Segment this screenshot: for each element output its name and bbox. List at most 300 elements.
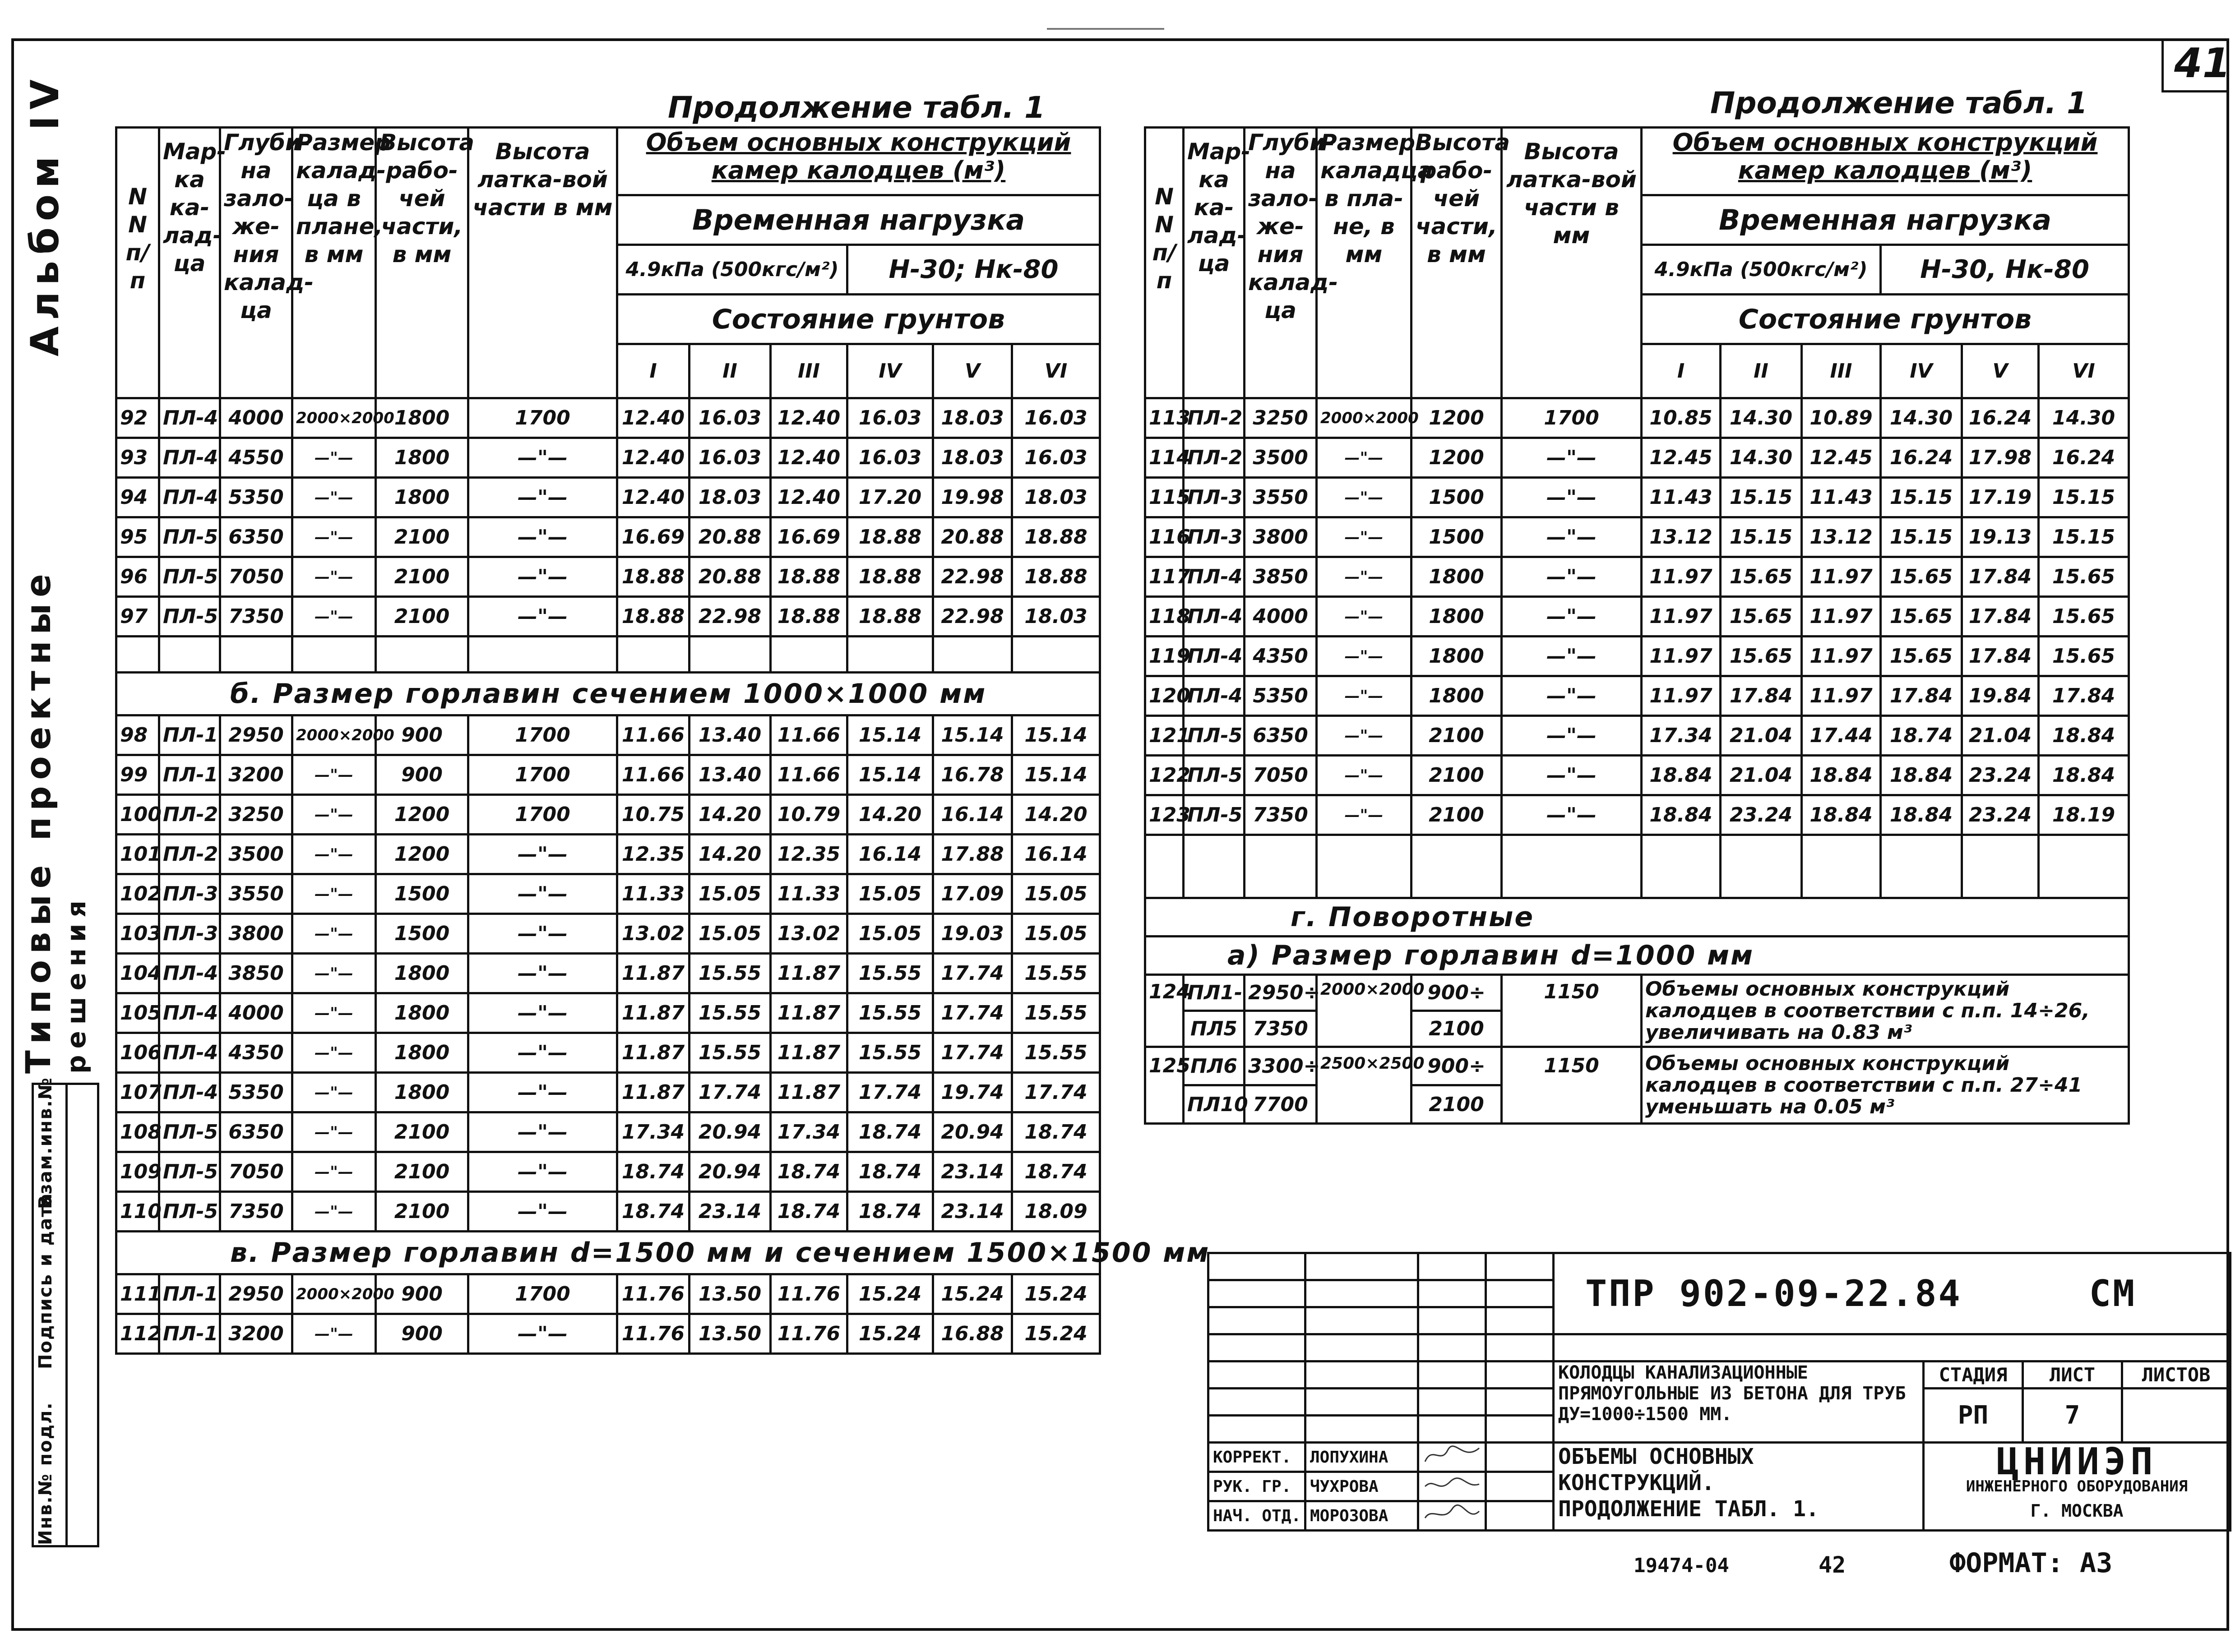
table-cell: ПЛ-2 — [1184, 398, 1245, 438]
table-cell: 3200 — [220, 755, 292, 795]
table-cell: ПЛ-5 — [159, 557, 220, 597]
table-cell: ПЛ-3 — [1184, 517, 1245, 557]
row-124-hatch: 1150 — [1502, 975, 1642, 1047]
table-cell: 2950 — [220, 715, 292, 755]
row-124-work-b: 2100 — [1412, 1011, 1502, 1047]
left-rows-3 — [116, 1274, 1100, 1354]
tb-sign-2 — [1418, 1472, 1486, 1501]
hdr-hatch-height: Высота латка-вой части в мм — [468, 128, 617, 398]
table-cell: 15.15 — [1721, 517, 1802, 557]
table-cell: 5350 — [220, 478, 292, 517]
table-cell: 15.55 — [847, 954, 933, 993]
table-cell: ПЛ-1 — [159, 755, 220, 795]
table-cell: 6350 — [1245, 716, 1317, 756]
table-cell: 1200 — [1412, 398, 1502, 438]
table-cell: —"— — [292, 517, 376, 557]
table-row — [116, 874, 1100, 914]
table-row — [116, 1112, 1100, 1152]
table-cell: 23.14 — [933, 1152, 1012, 1192]
table-cell: 13.02 — [617, 914, 690, 954]
table-cell: 15.15 — [2039, 478, 2129, 517]
table-cell: —"— — [1502, 637, 1642, 676]
table-cell: 15.05 — [847, 914, 933, 954]
section-a-title: а) Размер горлавин d=1000 мм — [1145, 937, 2129, 975]
table-cell: 11.66 — [617, 755, 690, 795]
table-cell: 15.55 — [847, 993, 933, 1033]
table-cell: —"— — [292, 1073, 376, 1112]
row-124-work-a: 900÷ — [1412, 975, 1502, 1011]
table-row — [1145, 557, 2129, 597]
side-stamp-zam: Взам.инв.№ — [35, 1077, 56, 1209]
table-cell: ПЛ-3 — [159, 874, 220, 914]
row-125-num: 125 — [1145, 1047, 1184, 1124]
table-cell: 15.65 — [1881, 637, 1962, 676]
table-cell: 18.74 — [1012, 1112, 1100, 1152]
table-cell: 15.55 — [690, 993, 771, 1033]
table-row — [116, 914, 1100, 954]
table-cell: 2100 — [1412, 795, 1502, 835]
table-cell: 4350 — [220, 1033, 292, 1073]
table-cell: 15.24 — [1012, 1274, 1100, 1314]
table-row — [1145, 438, 2129, 478]
table-cell: 12.40 — [771, 398, 847, 438]
table-cell: 18.74 — [1881, 716, 1962, 756]
soil-col-4: IV — [847, 344, 933, 398]
table-cell: 11.43 — [1642, 478, 1721, 517]
r-hdr-size: Размер каладца в пла-не, в мм — [1317, 128, 1412, 398]
table-cell: 2000×2000 — [1317, 398, 1412, 438]
table-cell: 4000 — [220, 993, 292, 1033]
table-cell: 2100 — [376, 1152, 468, 1192]
table-cell: 18.19 — [2039, 795, 2129, 835]
table-row — [116, 993, 1100, 1033]
table-cell: 17.44 — [1802, 716, 1881, 756]
table-cell: 14.20 — [847, 795, 933, 835]
table-cell: 900 — [376, 1274, 468, 1314]
table-cell: 23.14 — [933, 1192, 1012, 1232]
table-cell: 18.03 — [1012, 597, 1100, 637]
table-cell: 11.43 — [1802, 478, 1881, 517]
table-cell: —"— — [292, 557, 376, 597]
r-soil-col-5: V — [1962, 344, 2039, 398]
table-cell: 17.34 — [771, 1112, 847, 1152]
row-124-mark-b: ПЛ5 — [1184, 1011, 1245, 1047]
table-cell: —"— — [1317, 716, 1412, 756]
table-cell: 15.15 — [2039, 517, 2129, 557]
table-cell: 1700 — [468, 1274, 617, 1314]
table-cell: ПЛ-5 — [1184, 716, 1245, 756]
table-cell: —"— — [1317, 597, 1412, 637]
tb-role-3: НАЧ. ОТД. — [1208, 1501, 1305, 1531]
table-cell: 20.94 — [690, 1152, 771, 1192]
table-cell: 7350 — [220, 1192, 292, 1232]
table-cell: ПЛ-5 — [159, 1112, 220, 1152]
table-cell: ПЛ-5 — [159, 517, 220, 557]
table-cell: 7350 — [1245, 795, 1317, 835]
table-row — [1145, 676, 2129, 716]
section-v-title: в. Размер горлавин d=1500 мм и сечением 1500×1500 мм — [116, 1232, 1100, 1274]
table-cell: —"— — [468, 874, 617, 914]
table-cell: 18.88 — [771, 597, 847, 637]
table-cell: 1800 — [376, 478, 468, 517]
table-cell: 15.14 — [1012, 715, 1100, 755]
table-cell: 13.40 — [690, 755, 771, 795]
table-row — [116, 1274, 1100, 1314]
tb-row-4 — [1208, 1334, 2231, 1361]
table-cell: 21.04 — [1962, 716, 2039, 756]
table-cell: 11.33 — [771, 874, 847, 914]
table-cell: 12.40 — [771, 438, 847, 478]
r-hdr-load-b: Н-30, Нк-80 — [1881, 245, 2129, 295]
table-cell: 12.40 — [617, 398, 690, 438]
table-cell: —"— — [292, 954, 376, 993]
table-cell: 3500 — [1245, 438, 1317, 478]
table-cell: 15.15 — [1881, 478, 1962, 517]
table-row — [116, 715, 1100, 755]
table-cell: 116 — [1145, 517, 1184, 557]
hdr-work-height: Высота рабо-чей части, в мм — [376, 128, 468, 398]
side-title-1: Типовые проектные — [18, 568, 58, 1074]
table-cell: 20.88 — [933, 517, 1012, 557]
hdr-load: Временная нагрузка — [617, 195, 1100, 245]
table-cell: 17.98 — [1962, 438, 2039, 478]
table-cell: 1500 — [1412, 517, 1502, 557]
table-cell: 18.74 — [847, 1152, 933, 1192]
table-cell: 18.84 — [1802, 795, 1881, 835]
table-cell: 112 — [116, 1314, 159, 1354]
table-cell: 118 — [1145, 597, 1184, 637]
table-cell: —"— — [292, 795, 376, 835]
table-cell: ПЛ-3 — [1184, 478, 1245, 517]
table-row — [1145, 756, 2129, 795]
table-cell: 1500 — [376, 914, 468, 954]
table-row — [1145, 716, 2129, 756]
table-cell: 1700 — [468, 795, 617, 835]
table-cell: 18.84 — [1881, 795, 1962, 835]
table-row — [116, 1314, 1100, 1354]
tb-stage: РП — [1924, 1389, 2023, 1443]
table-cell: 18.84 — [2039, 716, 2129, 756]
table-cell: 97 — [116, 597, 159, 637]
table-cell: 18.88 — [1012, 517, 1100, 557]
tb-org-2: ИНЖЕНЕРНОГО ОБОРУДОВАНИЯ — [1966, 1477, 2188, 1495]
table-cell: —"— — [468, 914, 617, 954]
table-row — [116, 398, 1100, 438]
table-cell: 15.65 — [1721, 637, 1802, 676]
table-cell: ПЛ-1 — [159, 715, 220, 755]
table-cell: 18.84 — [1642, 795, 1721, 835]
table-cell: 17.74 — [690, 1073, 771, 1112]
table-cell: 109 — [116, 1152, 159, 1192]
table-cell: 12.45 — [1642, 438, 1721, 478]
table-cell: 10.85 — [1642, 398, 1721, 438]
table-cell: 16.03 — [847, 398, 933, 438]
table-cell: 17.84 — [1721, 676, 1802, 716]
tb-role-2: РУК. ГР. — [1208, 1472, 1305, 1501]
table-cell: 15.55 — [847, 1033, 933, 1073]
table-cell: 18.88 — [847, 517, 933, 557]
table-cell: 21.04 — [1721, 716, 1802, 756]
tb-name-1: ЛОПУХИНА — [1305, 1443, 1418, 1472]
table-cell: 14.30 — [1881, 398, 1962, 438]
format-label: ФОРМАТ: А3 — [1949, 1547, 2113, 1579]
table-cell: 2950 — [220, 1274, 292, 1314]
row-125-work-a: 900÷ — [1412, 1047, 1502, 1085]
table-cell: 17.74 — [933, 993, 1012, 1033]
table-cell: 15.14 — [933, 715, 1012, 755]
table-row — [116, 517, 1100, 557]
table-cell: 19.03 — [933, 914, 1012, 954]
table-cell: 18.88 — [1012, 557, 1100, 597]
table-cell: —"— — [292, 1112, 376, 1152]
table-cell: 3800 — [1245, 517, 1317, 557]
r-soil-col-6: VI — [2039, 344, 2129, 398]
table-cell: 1200 — [376, 835, 468, 874]
table-row — [116, 1152, 1100, 1192]
table-cell: 13.02 — [771, 914, 847, 954]
row-124-a — [1145, 975, 2129, 1011]
table-cell: 15.05 — [690, 874, 771, 914]
table-cell: ПЛ-4 — [159, 438, 220, 478]
table-cell: 23.24 — [1962, 756, 2039, 795]
table-cell: 18.84 — [1881, 756, 1962, 795]
row-125-depth-b: 7700 — [1245, 1085, 1317, 1124]
table-cell: ПЛ-5 — [1184, 795, 1245, 835]
table-row — [116, 1073, 1100, 1112]
table-cell: 11.97 — [1642, 557, 1721, 597]
table-cell: 101 — [116, 835, 159, 874]
r-hdr-volume: Объем основных конструкций камер калодцев (м³) — [1642, 128, 2129, 195]
tb-sheet: 7 — [2023, 1389, 2122, 1443]
table-cell: ПЛ-1 — [159, 1274, 220, 1314]
table-cell: 18.74 — [771, 1192, 847, 1232]
table-row — [116, 438, 1100, 478]
table-cell: 18.88 — [617, 597, 690, 637]
table-cell: 14.30 — [1721, 398, 1802, 438]
tb-name-2: ЧУХРОВА — [1305, 1472, 1418, 1501]
table-cell: 7050 — [220, 1152, 292, 1192]
table-cell: 19.13 — [1962, 517, 2039, 557]
table-cell: 15.55 — [690, 954, 771, 993]
table-cell: —"— — [1317, 756, 1412, 795]
table-cell: 102 — [116, 874, 159, 914]
table-cell: 11.76 — [771, 1274, 847, 1314]
table-cell: —"— — [1502, 517, 1642, 557]
r-hdr-load-a: 4.9кПа (500кгс/м²) — [1642, 245, 1881, 295]
table-cell: 11.97 — [1642, 597, 1721, 637]
table-row — [116, 835, 1100, 874]
table-cell: 11.66 — [771, 715, 847, 755]
table-cell: ПЛ-5 — [159, 1192, 220, 1232]
table-cell: ПЛ-4 — [159, 478, 220, 517]
table-cell: —"— — [1502, 438, 1642, 478]
table-cell: 2100 — [376, 557, 468, 597]
side-stamp-col-line — [65, 1083, 68, 1547]
copy-number: 42 — [1819, 1552, 1846, 1578]
table-cell: 18.74 — [617, 1192, 690, 1232]
table-cell: 11.33 — [617, 874, 690, 914]
table-cell: —"— — [468, 1314, 617, 1354]
table-cell: 17.84 — [1962, 637, 2039, 676]
hdr-depth: Глуби-на зало-же-ния калад-ца — [220, 128, 292, 398]
table-row — [116, 597, 1100, 637]
table-cell: 15.14 — [847, 715, 933, 755]
album-label: Альбом IV — [23, 73, 68, 356]
r-soil-col-3: III — [1802, 344, 1881, 398]
table-cell: 108 — [116, 1112, 159, 1152]
table-cell: 15.24 — [847, 1314, 933, 1354]
table-cell: 17.74 — [933, 1033, 1012, 1073]
soil-col-1: I — [617, 344, 690, 398]
soil-col-5: V — [933, 344, 1012, 398]
table-cell: 4550 — [220, 438, 292, 478]
table-row — [116, 1192, 1100, 1232]
table-cell: 100 — [116, 795, 159, 835]
table-cell: 17.20 — [847, 478, 933, 517]
table-cell: 1800 — [376, 954, 468, 993]
table-cell: 12.40 — [617, 478, 690, 517]
table-cell: 92 — [116, 398, 159, 438]
table-cell: 15.65 — [1721, 597, 1802, 637]
table-cell: 11.97 — [1642, 637, 1721, 676]
table-cell: 1800 — [1412, 557, 1502, 597]
table-cell: 22.98 — [690, 597, 771, 637]
table-cell: 7350 — [220, 597, 292, 637]
table-cell: 3850 — [220, 954, 292, 993]
table-cell: —"— — [1502, 478, 1642, 517]
table-cell: 16.78 — [933, 755, 1012, 795]
signature-2 — [1423, 1473, 1481, 1495]
r-hdr-depth: Глуби-на зало-же-ния калад-ца — [1245, 128, 1317, 398]
left-table-caption: Продолжение табл. 1 — [668, 90, 1046, 125]
r-soil-col-1: I — [1642, 344, 1721, 398]
table-cell: —"— — [292, 755, 376, 795]
table-cell: 15.05 — [1012, 914, 1100, 954]
table-cell: 17.34 — [617, 1112, 690, 1152]
side-stamp-sign: Подпись и дата — [35, 1192, 56, 1369]
table-row — [116, 478, 1100, 517]
row-125-mark-a: ПЛ6 — [1184, 1047, 1245, 1085]
table-cell: 17.74 — [1012, 1073, 1100, 1112]
table-cell: 1700 — [468, 715, 617, 755]
table-cell: 1800 — [376, 993, 468, 1033]
table-cell: 17.74 — [933, 954, 1012, 993]
table-row — [116, 557, 1100, 597]
tb-title-1: КОЛОДЦЫ КАНАЛИЗАЦИОННЫЕ ПРЯМОУГОЛЬНЫЕ ИЗ БЕТОНА ДЛЯ ТРУБ ДУ=1000÷1500 ММ. — [1554, 1361, 1924, 1443]
table-cell: 17.84 — [1962, 597, 2039, 637]
r-spacer-row — [1145, 835, 2129, 898]
table-cell: —"— — [292, 914, 376, 954]
table-cell: 103 — [116, 914, 159, 954]
hdr-soil: Состояние грунтов — [617, 295, 1100, 344]
tb-mark: СМ — [2089, 1273, 2137, 1315]
table-cell: 11.76 — [771, 1314, 847, 1354]
table-cell: —"— — [292, 835, 376, 874]
table-cell: 15.65 — [2039, 637, 2129, 676]
hdr-volume: Объем основных конструкций камер калодцев (м³) — [617, 128, 1100, 195]
table-cell: 2100 — [376, 1112, 468, 1152]
r-hdr-num: N N п/п — [1145, 128, 1184, 398]
table-cell: 11.97 — [1642, 676, 1721, 716]
tb-stage-h: СТАДИЯ — [1924, 1361, 2023, 1389]
table-cell: 7050 — [220, 557, 292, 597]
table-cell: 16.24 — [1962, 398, 2039, 438]
table-cell: —"— — [292, 874, 376, 914]
r-hdr-work-height: Высота рабо-чей части, в мм — [1412, 128, 1502, 398]
table-cell: —"— — [292, 1033, 376, 1073]
side-stamp-inv: Инв.№ подл. — [35, 1402, 56, 1545]
table-cell: 15.14 — [1012, 755, 1100, 795]
tb-row-5 — [1208, 1361, 2231, 1389]
table-cell: 17.74 — [847, 1073, 933, 1112]
table-cell: 17.84 — [1962, 557, 2039, 597]
table-cell: 1800 — [1412, 637, 1502, 676]
table-cell: 18.84 — [2039, 756, 2129, 795]
table-cell: 13.50 — [690, 1314, 771, 1354]
table-cell: 11.87 — [771, 993, 847, 1033]
tb-name-3: МОРОЗОВА — [1305, 1501, 1418, 1531]
table-cell: —"— — [468, 1073, 617, 1112]
table-cell: —"— — [468, 557, 617, 597]
table-cell: 105 — [116, 993, 159, 1033]
table-cell: ПЛ-1 — [159, 1314, 220, 1354]
page-number: 41 — [2174, 40, 2231, 87]
table-cell: ПЛ-4 — [159, 1033, 220, 1073]
table-cell: 11.97 — [1802, 637, 1881, 676]
tb-sign-1 — [1418, 1443, 1486, 1472]
table-cell: 12.40 — [771, 478, 847, 517]
table-cell: 2000×2000 — [292, 1274, 376, 1314]
table-cell: 14.20 — [1012, 795, 1100, 835]
table-cell: —"— — [1502, 557, 1642, 597]
soil-col-6: VI — [1012, 344, 1100, 398]
table-cell: 18.88 — [847, 557, 933, 597]
table-cell: ПЛ-4 — [159, 993, 220, 1033]
hdr-load-b: Н-30; Нк-80 — [847, 245, 1100, 295]
table-cell: 117 — [1145, 557, 1184, 597]
tb-org-1: ЦНИИЭП — [1996, 1440, 2157, 1483]
table-cell: 98 — [116, 715, 159, 755]
table-cell: —"— — [468, 478, 617, 517]
table-cell: —"— — [468, 835, 617, 874]
table-cell: 16.14 — [847, 835, 933, 874]
table-cell: 2100 — [376, 1192, 468, 1232]
table-cell: 15.14 — [847, 755, 933, 795]
tb-title-3: ПРОДОЛЖЕНИЕ ТАБЛ. 1. — [1558, 1496, 1819, 1522]
table-cell: 5350 — [1245, 676, 1317, 716]
table-cell: 115 — [1145, 478, 1184, 517]
table-cell: 122 — [1145, 756, 1184, 795]
table-cell: 19.74 — [933, 1073, 1012, 1112]
table-cell: 96 — [116, 557, 159, 597]
table-cell: 95 — [116, 517, 159, 557]
table-cell: —"— — [468, 954, 617, 993]
table-cell: 22.98 — [933, 557, 1012, 597]
table-cell: 6350 — [220, 517, 292, 557]
table-cell: 6350 — [220, 1112, 292, 1152]
table-cell: —"— — [468, 1033, 617, 1073]
table-cell: 23.24 — [1962, 795, 2039, 835]
table-cell: 11.87 — [617, 1073, 690, 1112]
r-hdr-hatch-height: Высота латка-вой части в мм — [1502, 128, 1642, 398]
table-cell: 18.74 — [847, 1112, 933, 1152]
table-cell: 10.89 — [1802, 398, 1881, 438]
table-cell: 18.03 — [933, 438, 1012, 478]
table-cell: 3550 — [1245, 478, 1317, 517]
table-cell: 17.84 — [2039, 676, 2129, 716]
signature-3 — [1423, 1502, 1481, 1525]
table-cell: 2000×2000 — [292, 715, 376, 755]
